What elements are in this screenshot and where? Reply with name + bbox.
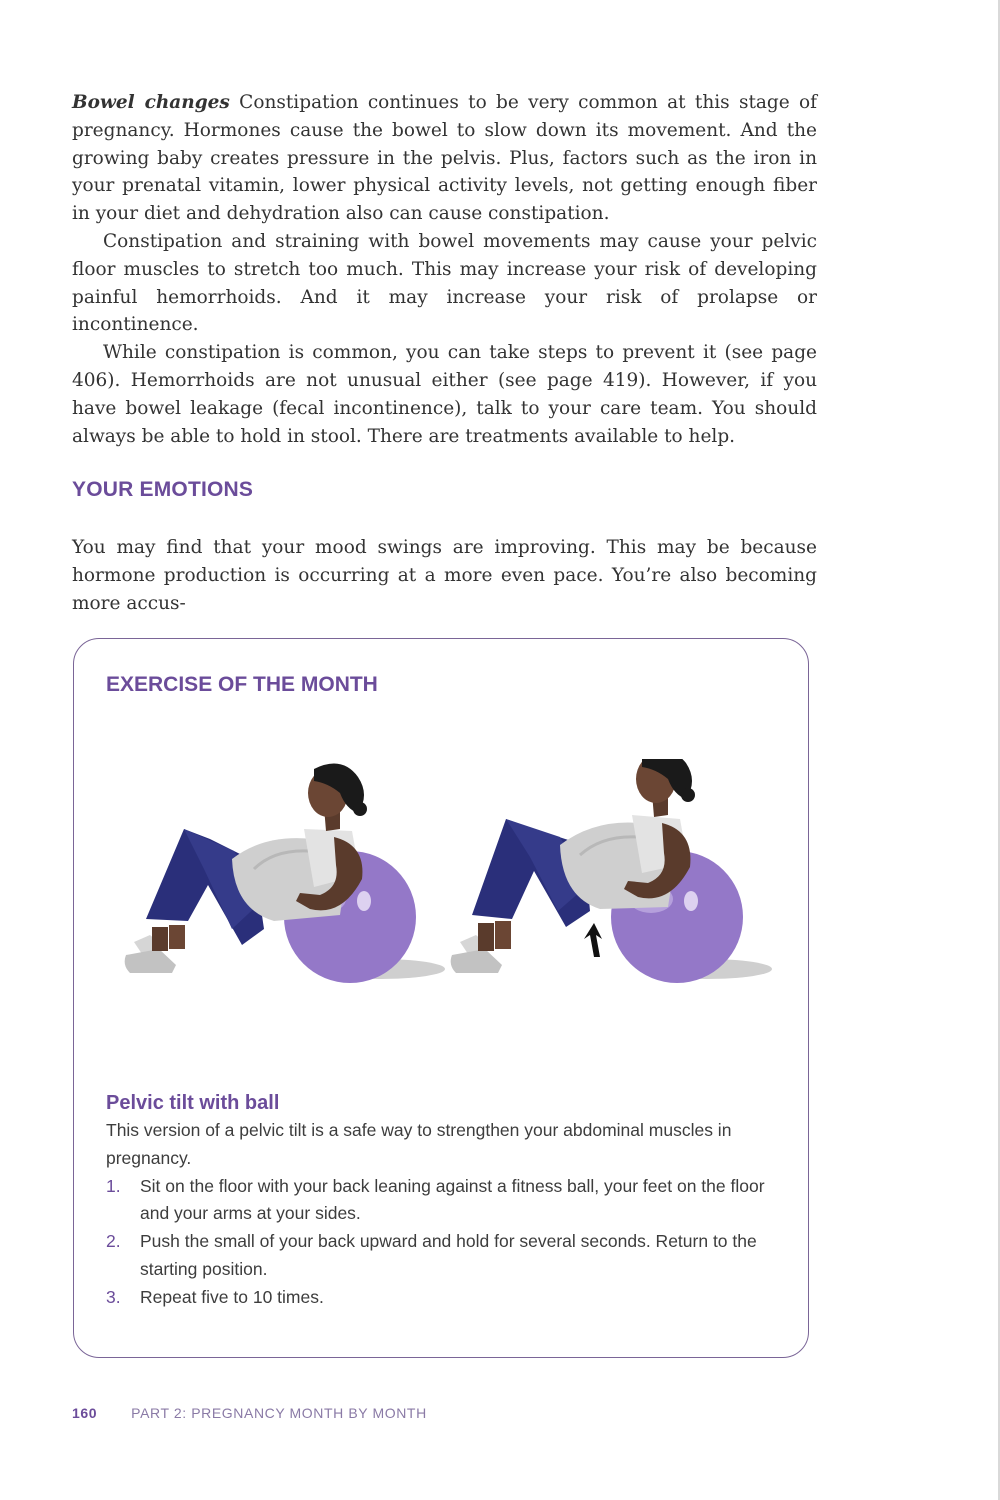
step-text: Repeat five to 10 times. bbox=[140, 1286, 324, 1307]
paragraph-lead: Bowel changes bbox=[72, 92, 230, 113]
paragraph-bowel-changes bbox=[72, 89, 817, 228]
bowel-changes-section bbox=[72, 89, 817, 450]
step-item bbox=[106, 1284, 786, 1312]
arrow-up-icon bbox=[584, 923, 602, 957]
running-head: PART 2: PREGNANCY MONTH BY MONTH bbox=[131, 1405, 427, 1421]
figure-start-position bbox=[125, 764, 445, 983]
paragraph-straining: Constipation and straining with bowel movements may cause your pelvic floor muscles to stretch too much. This may increase your risk of developing painful hemorrhoids. And it may increase your risk of prolapse or incontinence. bbox=[72, 230, 817, 336]
step-number: 1. bbox=[106, 1175, 121, 1196]
exercise-name: Pelvic tilt with ball bbox=[106, 1092, 280, 1114]
page-footer bbox=[72, 1405, 427, 1421]
exercise-steps bbox=[106, 1173, 786, 1312]
step-item bbox=[106, 1228, 786, 1284]
page-number: 160 bbox=[72, 1405, 98, 1421]
box-title: EXERCISE OF THE MONTH bbox=[106, 673, 378, 696]
exercise-intro: This version of a pelvic tilt is a safe way to strengthen your abdominal muscles in pregnancy. bbox=[106, 1120, 732, 1168]
step-number: 2. bbox=[106, 1231, 121, 1252]
exercise-instructions bbox=[106, 1089, 786, 1312]
step-number: 3. bbox=[106, 1286, 121, 1307]
step-text: Push the small of your back upward and hold for several seconds. Return to the starting position. bbox=[140, 1231, 757, 1279]
figure-raised-position bbox=[451, 759, 772, 983]
paragraph-prevention: While constipation is common, you can take steps to prevent it (see page 406). Hemorrhoids are not unusual either (see page 419). However, if you have bowel leakage (fecal incontinence), talk to your care team. You should always be able to hold in stool. There are treatments available to help. bbox=[72, 342, 817, 447]
step-text: Sit on the floor with your back leaning against a fitness ball, your feet on the floor and your arms at your sides. bbox=[140, 1175, 765, 1224]
step-item bbox=[106, 1173, 786, 1229]
exercise-of-the-month-box bbox=[73, 638, 809, 1358]
emotions-section bbox=[72, 534, 817, 617]
pelvic-tilt-illustration bbox=[114, 759, 774, 989]
section-heading-emotions: YOUR EMOTIONS bbox=[72, 478, 254, 501]
paragraph-text: Constipation continues to be very common at this stage of pregnancy. Hormones cause the bowel to slow down its movement. And the growing baby creates pressure in the pelvis. Plus, factors such as the iron in your prenatal vitamin, lower physical activity levels, not getting enough fiber in your diet and dehydration also can cause constipation. bbox=[72, 92, 818, 225]
paragraph-emotions: You may find that your mood swings are improving. This may be because hormone production is occurring at a more even pace. You’re also becoming more accus- bbox=[72, 537, 817, 614]
